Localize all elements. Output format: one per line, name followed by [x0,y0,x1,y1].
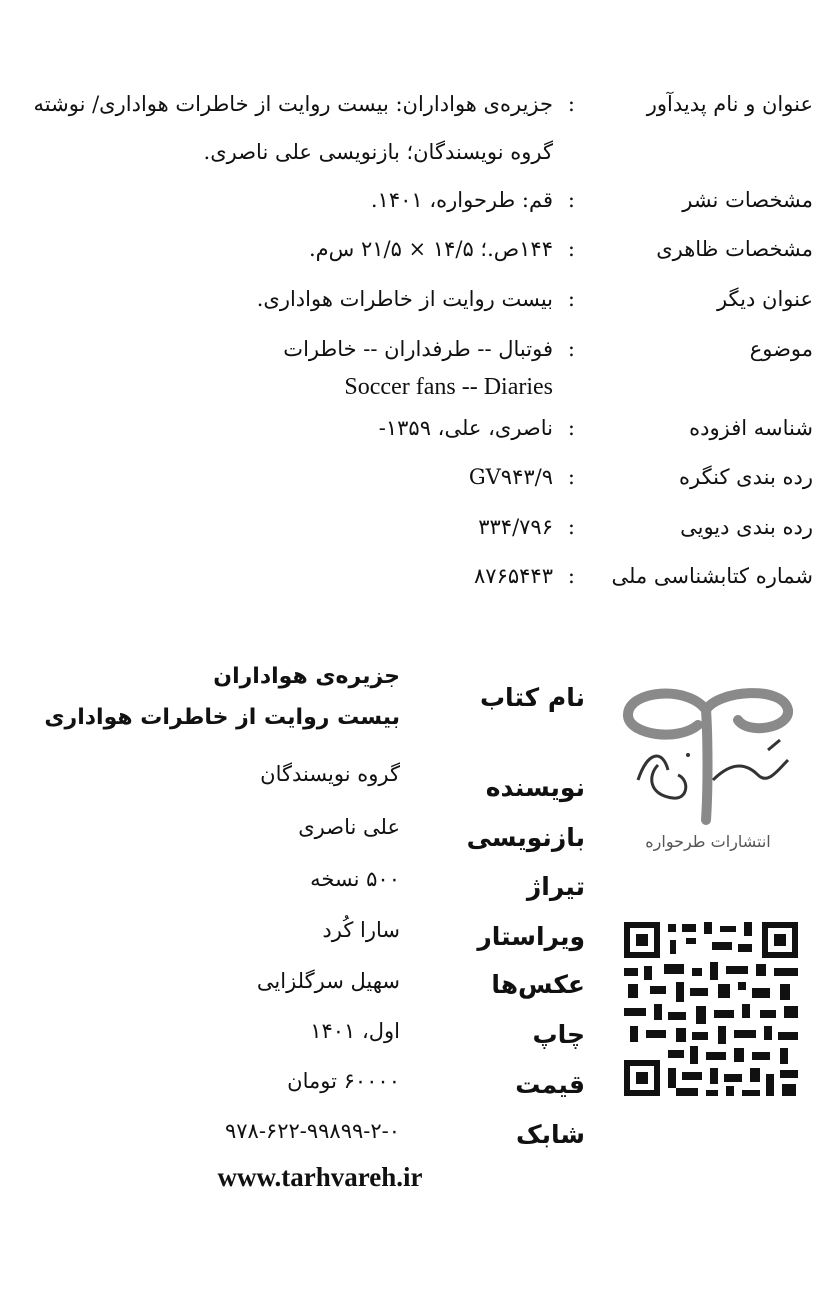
cip-colon: : [567,416,575,440]
cip-value: قم: طرحواره، ۱۴۰۱. [370,188,553,212]
cip-row-subject-cont [0,376,815,416]
cip-value: گروه نویسندگان؛ بازنویسی علی ناصری. [203,140,553,164]
cip-row-subject [0,337,815,377]
cip-colon: : [567,92,575,116]
cip-label: موضوع [749,337,813,361]
cip-colon: : [567,337,575,361]
cip-row-other-title [0,287,815,327]
cip-label: شناسه افزوده [689,416,813,440]
cip-row-national-biblio [0,564,815,604]
cip-label: مشخصات ظاهری [656,237,813,261]
cip-row-title [0,92,815,132]
cip-label: مشخصات نشر [682,188,813,212]
cip-value: بیست روایت از خاطرات هواداری. [256,287,553,311]
cip-label: عنوان دیگر [716,287,813,311]
qr-code-icon [620,918,802,1100]
cip-value: فوتبال -- طرفداران -- خاطرات [283,337,553,361]
cip-value: ۳۳۴/۷۹۶ [478,515,553,539]
cip-value: Soccer fans -- Diaries [344,374,553,400]
publisher-website: www.tarhvareh.ir [217,1162,423,1192]
spec-label-circulation: تیراژ [526,872,585,901]
spec-value-rewrite: علی ناصری [298,815,400,839]
cip-label: عنوان و نام پدیدآور [646,92,813,116]
spec-value-price: ۶۰۰۰۰ تومان [287,1069,400,1093]
cip-value: ناصری، علی، ۱۳۵۹- [378,416,553,440]
cip-label: رده بندی کنگره [678,465,813,489]
cip-value: ۱۴۴ص.؛ ۱۴/۵ × ۲۱/۵ س‌م. [308,237,553,261]
spec-label-price: قیمت [515,1070,585,1099]
cip-label: شماره کتابشناسی ملی [611,564,813,588]
spec-value-print: اول، ۱۴۰۱ [310,1019,400,1043]
cip-colon: : [567,515,575,539]
cip-colon: : [567,188,575,212]
cip-row-added-entry [0,416,815,456]
spec-value-book-subtitle: بیست روایت از خاطرات هواداری [44,705,400,730]
spec-value-editor: سارا کُرد [322,918,400,942]
spec-label-editor: ویراستار [477,922,585,951]
spec-label-photos: عکس‌ها [491,970,585,999]
cip-value: جزیره‌ی هواداران: بیست روایت از خاطرات هواداری/ نوشته [33,92,553,116]
spec-label-author: نویسنده [485,773,585,802]
cip-row-publication [0,188,815,228]
spec-value-circulation: ۵۰۰ نسخه [310,867,400,891]
cip-colon: : [567,287,575,311]
spec-value-isbn: ۹۷۸-۶۲۲-۹۹۸۹۹-۲-۰ [224,1119,400,1143]
cip-value: ۸۷۶۵۴۴۳ [474,564,553,588]
spec-label-print: چاپ [532,1020,585,1049]
publisher-name: انتشارات طرحواره [645,832,771,851]
cip-row-physical [0,237,815,277]
spec-label-rewrite: بازنویسی [466,823,585,852]
spec-value-book-title: جزیره‌ی هواداران [213,664,400,689]
spec-label-book-name: نام کتاب [479,683,585,712]
spec-label-isbn: شابک [516,1120,585,1149]
cip-colon: : [567,465,575,489]
cip-row-title-cont [0,140,815,180]
cip-row-lcc [0,465,815,505]
spec-value-photos: سهیل سرگلزایی [256,969,400,993]
cip-row-ddc [0,515,815,555]
cip-colon: : [567,564,575,588]
cip-colon: : [567,237,575,261]
cip-label: رده بندی دیویی [680,515,813,539]
spec-value-author: گروه نویسندگان [260,762,400,786]
cip-value: GV۹۴۳/۹ [468,465,553,489]
